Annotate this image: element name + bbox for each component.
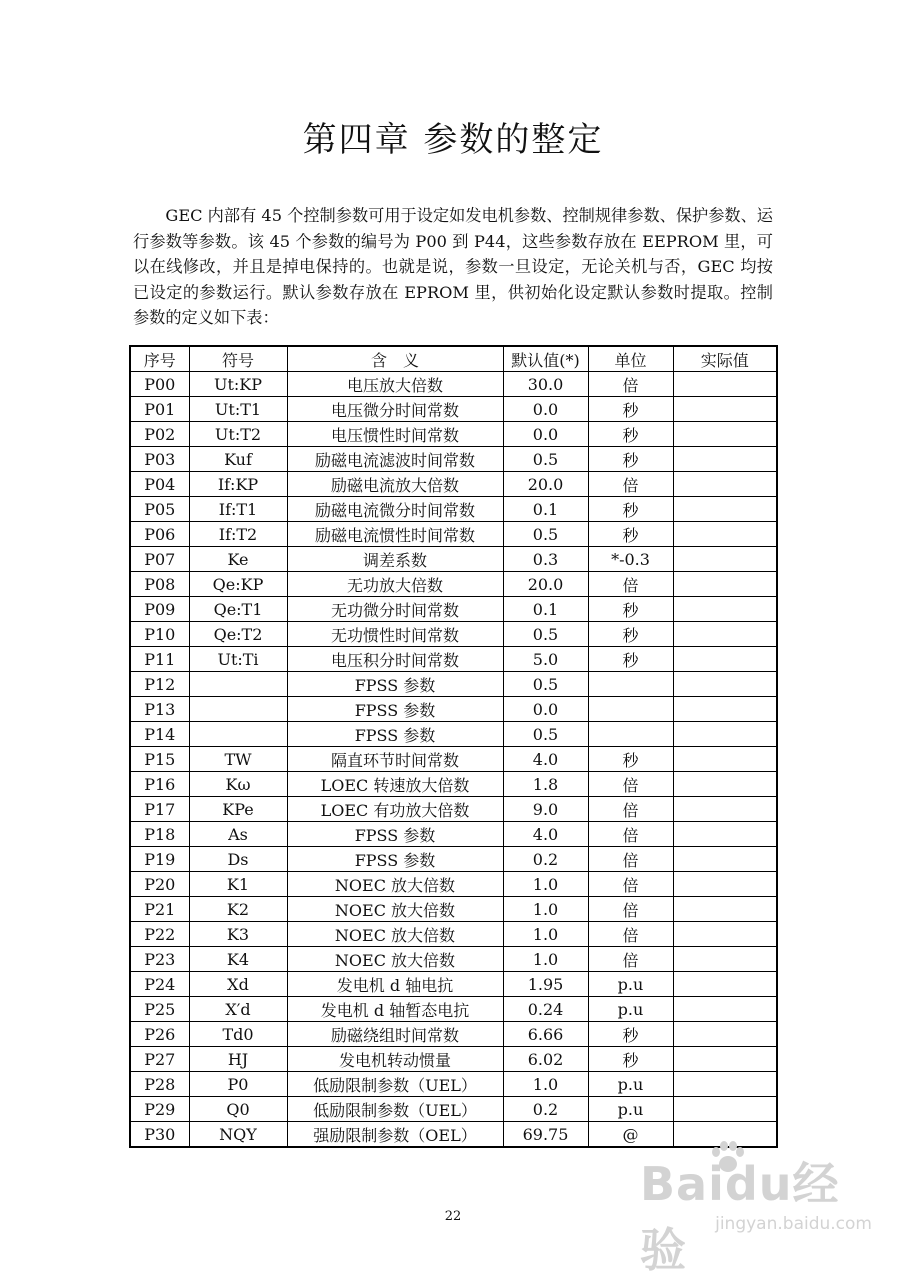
table-row — [130, 1047, 777, 1072]
table-row — [130, 1022, 777, 1047]
cell-meaning: LOEC 转速放大倍数 — [287, 772, 503, 797]
cell-default: 6.66 — [503, 1022, 588, 1047]
cell-default: 0.3 — [503, 547, 588, 572]
cell-actual — [673, 472, 777, 497]
cell-default: 20.0 — [503, 572, 588, 597]
cell-actual — [673, 772, 777, 797]
cell-symbol: K2 — [189, 897, 287, 922]
table-row — [130, 722, 777, 747]
cell-meaning: 励磁电流惯性时间常数 — [287, 522, 503, 547]
cell-meaning: NOEC 放大倍数 — [287, 897, 503, 922]
cell-unit: 秒 — [588, 1022, 673, 1047]
chapter-title: 第四章 参数的整定 — [302, 120, 604, 160]
cell-symbol: TW — [189, 747, 287, 772]
cell-meaning: 励磁电流滤波时间常数 — [287, 447, 503, 472]
cell-meaning: 发电机 d 轴暂态电抗 — [287, 997, 503, 1022]
watermark-url: jingyan.baidu.com — [715, 1214, 872, 1234]
cell-unit: 倍 — [588, 772, 673, 797]
cell-actual — [673, 847, 777, 872]
cell-unit: 倍 — [588, 822, 673, 847]
cell-default: 4.0 — [503, 822, 588, 847]
table-row — [130, 397, 777, 422]
cell-unit: 秒 — [588, 647, 673, 672]
cell-default: 69.75 — [503, 1122, 588, 1148]
cell-unit: 秒 — [588, 597, 673, 622]
table-header-row — [130, 346, 777, 372]
cell-actual — [673, 697, 777, 722]
cell-meaning: 电压积分时间常数 — [287, 647, 503, 672]
cell-actual — [673, 1072, 777, 1097]
cell-symbol: Qe:T1 — [189, 597, 287, 622]
cell-default: 4.0 — [503, 747, 588, 772]
cell-index: P08 — [130, 572, 189, 597]
table-row — [130, 847, 777, 872]
cell-meaning: 调差系数 — [287, 547, 503, 572]
cell-actual — [673, 447, 777, 472]
cell-default: 0.0 — [503, 697, 588, 722]
table-row — [130, 1072, 777, 1097]
cell-meaning: 发电机 d 轴电抗 — [287, 972, 503, 997]
cell-unit: 倍 — [588, 847, 673, 872]
table-row — [130, 1097, 777, 1122]
cell-unit — [588, 722, 673, 747]
cell-default: 0.5 — [503, 672, 588, 697]
cell-unit — [588, 697, 673, 722]
cell-unit: 秒 — [588, 522, 673, 547]
cell-symbol — [189, 722, 287, 747]
header-default: 默认值(*) — [503, 346, 588, 372]
cell-index: P06 — [130, 522, 189, 547]
cell-index: P09 — [130, 597, 189, 622]
cell-symbol: P0 — [189, 1072, 287, 1097]
cell-meaning: 励磁电流放大倍数 — [287, 472, 503, 497]
table-row — [130, 797, 777, 822]
table-row — [130, 822, 777, 847]
cell-unit: 倍 — [588, 872, 673, 897]
cell-meaning: 电压微分时间常数 — [287, 397, 503, 422]
cell-actual — [673, 647, 777, 672]
cell-unit: 倍 — [588, 797, 673, 822]
cell-default: 9.0 — [503, 797, 588, 822]
cell-unit: 秒 — [588, 622, 673, 647]
cell-symbol: KPe — [189, 797, 287, 822]
cell-actual — [673, 1047, 777, 1072]
cell-actual — [673, 747, 777, 772]
table-row — [130, 922, 777, 947]
header-index: 序号 — [130, 346, 189, 372]
cell-actual — [673, 397, 777, 422]
table-row — [130, 622, 777, 647]
cell-symbol: NQY — [189, 1122, 287, 1148]
cell-symbol: If:T2 — [189, 522, 287, 547]
table-row — [130, 997, 777, 1022]
cell-unit: 倍 — [588, 572, 673, 597]
cell-meaning: 隔直环节时间常数 — [287, 747, 503, 772]
cell-meaning: 低励限制参数（UEL） — [287, 1097, 503, 1122]
cell-index: P18 — [130, 822, 189, 847]
table-row — [130, 522, 777, 547]
table-body — [130, 372, 777, 1148]
cell-default: 1.8 — [503, 772, 588, 797]
cell-index: P15 — [130, 747, 189, 772]
cell-index: P26 — [130, 1022, 189, 1047]
cell-meaning: 励磁绕组时间常数 — [287, 1022, 503, 1047]
cell-symbol: K1 — [189, 872, 287, 897]
cell-index: P23 — [130, 947, 189, 972]
cell-unit: 倍 — [588, 922, 673, 947]
cell-symbol: K3 — [189, 922, 287, 947]
cell-actual — [673, 872, 777, 897]
cell-unit: 秒 — [588, 497, 673, 522]
cell-symbol: K4 — [189, 947, 287, 972]
cell-index: P02 — [130, 422, 189, 447]
cell-meaning: FPSS 参数 — [287, 722, 503, 747]
cell-unit: 秒 — [588, 422, 673, 447]
cell-index: P19 — [130, 847, 189, 872]
cell-symbol: Ut:Ti — [189, 647, 287, 672]
table-row — [130, 647, 777, 672]
table-row — [130, 947, 777, 972]
cell-unit: 倍 — [588, 372, 673, 397]
cell-symbol: Td0 — [189, 1022, 287, 1047]
cell-meaning: 励磁电流微分时间常数 — [287, 497, 503, 522]
cell-default: 20.0 — [503, 472, 588, 497]
cell-actual — [673, 722, 777, 747]
table-row — [130, 697, 777, 722]
cell-index: P05 — [130, 497, 189, 522]
cell-index: P00 — [130, 372, 189, 397]
baidu-watermark — [640, 1140, 880, 1277]
cell-index: P22 — [130, 922, 189, 947]
cell-unit: p.u — [588, 997, 673, 1022]
table-row — [130, 972, 777, 997]
page-number: 22 — [444, 1209, 462, 1224]
table-row — [130, 497, 777, 522]
cell-unit: p.u — [588, 972, 673, 997]
cell-unit: 秒 — [588, 447, 673, 472]
table-row — [130, 372, 777, 397]
cell-index: P12 — [130, 672, 189, 697]
cell-symbol: Ut:T2 — [189, 422, 287, 447]
cell-symbol: Qe:KP — [189, 572, 287, 597]
cell-default: 0.5 — [503, 447, 588, 472]
header-actual: 实际值 — [673, 346, 777, 372]
cell-index: P24 — [130, 972, 189, 997]
cell-index: P20 — [130, 872, 189, 897]
cell-symbol — [189, 672, 287, 697]
cell-actual — [673, 1097, 777, 1122]
cell-default: 0.24 — [503, 997, 588, 1022]
cell-unit: p.u — [588, 1072, 673, 1097]
cell-unit: 秒 — [588, 397, 673, 422]
table-row — [130, 772, 777, 797]
cell-meaning: LOEC 有功放大倍数 — [287, 797, 503, 822]
header-unit: 单位 — [588, 346, 673, 372]
cell-actual — [673, 997, 777, 1022]
cell-meaning: 强励限制参数（OEL） — [287, 1122, 503, 1148]
cell-unit: *-0.3 — [588, 547, 673, 572]
cell-actual — [673, 372, 777, 397]
cell-meaning: 低励限制参数（UEL） — [287, 1072, 503, 1097]
cell-unit — [588, 672, 673, 697]
cell-meaning: FPSS 参数 — [287, 822, 503, 847]
watermark-brand: Baidu经验 — [640, 1157, 840, 1277]
cell-actual — [673, 497, 777, 522]
cell-meaning: 电压惯性时间常数 — [287, 422, 503, 447]
cell-actual — [673, 422, 777, 447]
cell-default: 0.2 — [503, 847, 588, 872]
cell-unit: 倍 — [588, 947, 673, 972]
table-row — [130, 547, 777, 572]
intro-paragraph: GEC 内部有 45 个控制参数可用于设定如发电机参数、控制规律参数、保护参数、运行参数等参数。该 45 个参数的编号为 P00 到 P44，这些参数存放在 EEPROM 里，可以在线修改，并且是掉电保持的。也就是说，参数一旦设定，无论关机与否，GEC 均按已设定的参数运行。默认参数存放在 EPROM 里，供初始化设定默认参数时提取。控制参数的定义如下表： — [133, 206, 773, 327]
cell-default: 0.5 — [503, 722, 588, 747]
cell-symbol: Xd — [189, 972, 287, 997]
cell-default: 1.0 — [503, 1072, 588, 1097]
cell-actual — [673, 672, 777, 697]
cell-index: P30 — [130, 1122, 189, 1148]
cell-default: 1.0 — [503, 897, 588, 922]
cell-index: P07 — [130, 547, 189, 572]
cell-index: P16 — [130, 772, 189, 797]
cell-meaning: 无功微分时间常数 — [287, 597, 503, 622]
cell-unit: @ — [588, 1122, 673, 1148]
cell-default: 0.0 — [503, 397, 588, 422]
cell-index: P01 — [130, 397, 189, 422]
cell-actual — [673, 922, 777, 947]
cell-actual — [673, 547, 777, 572]
cell-actual — [673, 897, 777, 922]
cell-meaning: 无功惯性时间常数 — [287, 622, 503, 647]
cell-symbol — [189, 697, 287, 722]
table-row — [130, 897, 777, 922]
cell-default: 0.0 — [503, 422, 588, 447]
cell-index: P25 — [130, 997, 189, 1022]
cell-meaning: FPSS 参数 — [287, 847, 503, 872]
cell-index: P27 — [130, 1047, 189, 1072]
cell-symbol: Ke — [189, 547, 287, 572]
cell-actual — [673, 572, 777, 597]
cell-index: P17 — [130, 797, 189, 822]
cell-index: P13 — [130, 697, 189, 722]
cell-meaning: 电压放大倍数 — [287, 372, 503, 397]
cell-default: 0.1 — [503, 497, 588, 522]
cell-symbol: Ut:KP — [189, 372, 287, 397]
cell-unit: 秒 — [588, 1047, 673, 1072]
cell-actual — [673, 797, 777, 822]
cell-default: 1.95 — [503, 972, 588, 997]
cell-unit: 秒 — [588, 747, 673, 772]
header-symbol: 符号 — [189, 346, 287, 372]
cell-symbol: As — [189, 822, 287, 847]
cell-symbol: Kuf — [189, 447, 287, 472]
cell-unit: p.u — [588, 1097, 673, 1122]
cell-default: 0.5 — [503, 522, 588, 547]
cell-actual — [673, 522, 777, 547]
cell-default: 30.0 — [503, 372, 588, 397]
cell-index: P11 — [130, 647, 189, 672]
cell-index: P03 — [130, 447, 189, 472]
cell-default: 6.02 — [503, 1047, 588, 1072]
cell-actual — [673, 972, 777, 997]
cell-symbol: Ds — [189, 847, 287, 872]
cell-meaning: NOEC 放大倍数 — [287, 872, 503, 897]
cell-actual — [673, 822, 777, 847]
table-row — [130, 672, 777, 697]
header-meaning: 含 义 — [287, 346, 503, 372]
cell-index: P14 — [130, 722, 189, 747]
cell-default: 0.2 — [503, 1097, 588, 1122]
table-row — [130, 747, 777, 772]
cell-index: P10 — [130, 622, 189, 647]
cell-meaning: NOEC 放大倍数 — [287, 947, 503, 972]
table-row — [130, 872, 777, 897]
table-row — [130, 597, 777, 622]
cell-actual — [673, 597, 777, 622]
table-row — [130, 572, 777, 597]
cell-unit: 倍 — [588, 472, 673, 497]
cell-symbol: Ut:T1 — [189, 397, 287, 422]
cell-actual — [673, 1022, 777, 1047]
cell-default: 0.5 — [503, 622, 588, 647]
parameter-table — [129, 345, 778, 1148]
cell-symbol: Q0 — [189, 1097, 287, 1122]
cell-symbol: Qe:T2 — [189, 622, 287, 647]
cell-index: P04 — [130, 472, 189, 497]
cell-default: 1.0 — [503, 922, 588, 947]
table-row — [130, 447, 777, 472]
cell-symbol: If:KP — [189, 472, 287, 497]
cell-meaning: FPSS 参数 — [287, 672, 503, 697]
cell-unit: 倍 — [588, 897, 673, 922]
cell-symbol: If:T1 — [189, 497, 287, 522]
cell-default: 0.1 — [503, 597, 588, 622]
cell-default: 5.0 — [503, 647, 588, 672]
cell-meaning: 无功放大倍数 — [287, 572, 503, 597]
cell-actual — [673, 947, 777, 972]
cell-actual — [673, 622, 777, 647]
cell-meaning: FPSS 参数 — [287, 697, 503, 722]
cell-symbol: HJ — [189, 1047, 287, 1072]
cell-symbol: X′d — [189, 997, 287, 1022]
cell-index: P28 — [130, 1072, 189, 1097]
cell-default: 1.0 — [503, 872, 588, 897]
table-row — [130, 422, 777, 447]
cell-meaning: 发电机转动惯量 — [287, 1047, 503, 1072]
cell-symbol: Kω — [189, 772, 287, 797]
cell-index: P21 — [130, 897, 189, 922]
cell-meaning: NOEC 放大倍数 — [287, 922, 503, 947]
table-row — [130, 472, 777, 497]
cell-index: P29 — [130, 1097, 189, 1122]
cell-default: 1.0 — [503, 947, 588, 972]
